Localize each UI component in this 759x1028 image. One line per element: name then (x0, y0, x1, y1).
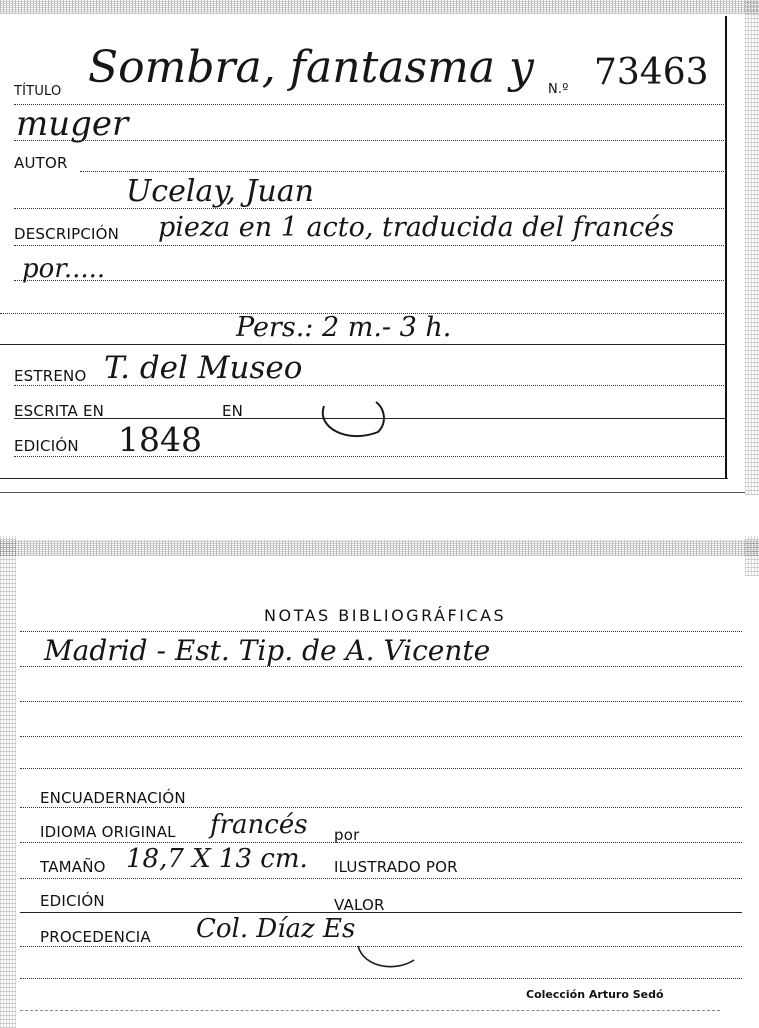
line-idioma (20, 842, 742, 843)
line-notas-1 (20, 666, 742, 667)
escrita-label: ESCRITA EN (14, 402, 105, 420)
notas-heading: NOTAS BIBLIOGRÁFICAS (264, 606, 507, 625)
idioma-label: IDIOMA ORIGINAL (40, 823, 176, 841)
card-bottom-edge-back (20, 1010, 720, 1011)
line-descripcion (14, 245, 726, 246)
line-notas-4 (20, 768, 742, 769)
catalog-card-front (0, 0, 759, 495)
collection-footer: Colección Arturo Sedó (526, 988, 664, 1001)
en-label: EN (222, 402, 244, 420)
tamano-label: TAMAÑO (40, 858, 106, 876)
personajes-value: Pers.: 2 m.- 3 h. (236, 312, 452, 343)
line-edicion (14, 456, 726, 457)
line-bottom (20, 978, 742, 979)
encuadernacion-label: ENCUADERNACIÓN (40, 789, 186, 807)
scan-edge-right (745, 0, 759, 495)
estreno-value: T. del Museo (104, 350, 303, 386)
descripcion-label: DESCRIPCIÓN (14, 225, 120, 243)
line-edicion-back (20, 912, 742, 913)
edicion-value: 1848 (118, 420, 202, 459)
titulo-label: TÍTULO (14, 84, 62, 99)
procedencia-scribble (356, 934, 422, 974)
line-estreno (14, 385, 726, 386)
line-notas-3 (20, 736, 742, 737)
card-cut-edge (0, 492, 745, 493)
line-procedencia (20, 946, 742, 947)
titulo-continuation: muger (16, 104, 129, 144)
line-tamano (20, 878, 742, 879)
line-encuadernacion (20, 807, 742, 808)
scan-edge-top (0, 0, 759, 14)
ilustrado-label: ILUSTRADO POR (334, 858, 458, 876)
edicion-label: EDICIÓN (14, 437, 79, 455)
catalog-card-back (0, 536, 759, 1028)
estreno-label: ESTRENO (14, 367, 87, 385)
line-personajes (0, 344, 726, 345)
edicion-back-label: EDICIÓN (40, 892, 105, 910)
procedencia-label: PROCEDENCIA (40, 928, 151, 946)
line-heading (20, 631, 742, 632)
line-notas-2 (20, 701, 742, 702)
numero-value: 73463 (594, 52, 709, 93)
line-autor (80, 171, 726, 172)
descripcion-continuation: por..... (22, 254, 106, 284)
bracket-mark (318, 398, 388, 444)
scan-edge-left-back (0, 536, 16, 1028)
procedencia-value: Col. Díaz Es (196, 914, 356, 944)
tamano-value: 18,7 X 13 cm. (126, 844, 308, 874)
valor-label: VALOR (334, 896, 385, 914)
notas-value: Madrid - Est. Tip. de A. Vicente (44, 634, 491, 667)
line-autor-2 (14, 208, 726, 209)
autor-value: Ucelay, Juan (126, 174, 314, 209)
card-border-right (725, 16, 727, 478)
card-bottom-border (0, 478, 728, 479)
line-descripcion-2 (14, 280, 726, 281)
numero-label: N.º (548, 82, 569, 97)
descripcion-value: pieza en 1 acto, traducida del francés (158, 212, 675, 243)
titulo-value: Sombra, fantasma y (88, 42, 534, 93)
line-titulo-2 (14, 140, 726, 141)
scan-edge-top-back (0, 540, 759, 556)
scan-edge-right-back (745, 536, 759, 576)
autor-label: AUTOR (14, 154, 68, 172)
por-label: por (334, 826, 360, 844)
idioma-value: francés (210, 810, 308, 840)
